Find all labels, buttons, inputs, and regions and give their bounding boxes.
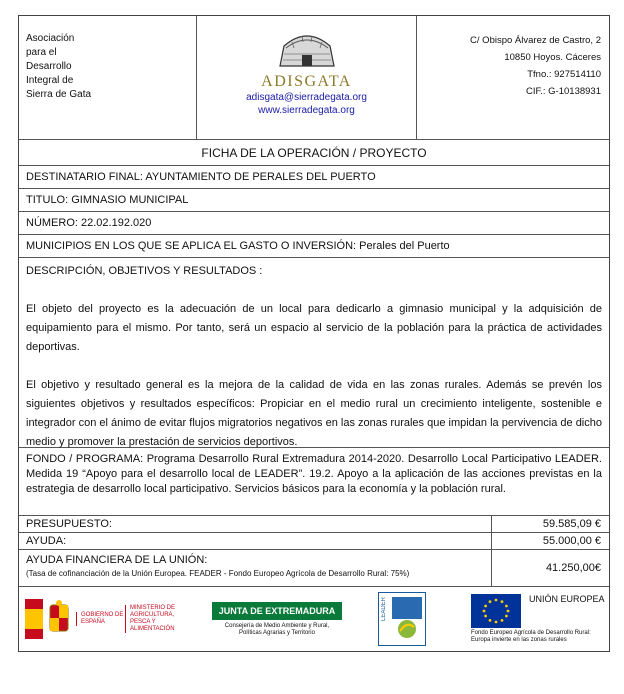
eu-aid-value: 41.250,00€ [491, 550, 609, 586]
fund-program: FONDO / PROGRAMA: Programa Desarrollo Rural Extremadura 2014-2020. Desarrollo Local Participativo LEADER. Medida 19 “Apoyo para el desarrollo local de LEADER”. 19.2. Apoyo a la aplicación de las acciones previstas en la estrategia de desarrollo local participativo. Servicios básicos para la economía y la población rural. [19, 448, 609, 516]
budget-row [19, 516, 609, 533]
email-link[interactable]: adisgata@sierradegata.org [246, 92, 367, 103]
org-line: para el [26, 47, 57, 58]
objectives-paragraph: El objetivo y resultado general es la mejora de la calidad de vida en las zonas rurales. Además se prevén los siguientes objetivos y resultados específicos: Propiciar en el medio rural un crecimiento inteligente, sostenible e integrador con el ánimo de evitar flujos migratorios negativos en las zonas rurales que impidan la pervivencia de dicho medio y promover la prestación de servicios deportivos. [26, 379, 602, 448]
eu-aid-label: AYUDA FINANCIERA DE LA UNIÓN: [26, 554, 208, 566]
project-title: TITULO: GIMNASIO MUNICIPAL [19, 189, 609, 212]
tax-id: CIF.: G-10138931 [526, 86, 601, 97]
funding-logos [19, 587, 609, 651]
consejeria-name: Consejería de Medio Ambiente y Rural, Políticas Agrarias y Territorio [224, 622, 330, 636]
project-number: NÚMERO: 22.02.192.020 [19, 212, 609, 235]
leader-logo [347, 587, 457, 651]
address-block [417, 16, 609, 139]
beneficiary: DESTINATARIO FINAL: AYUNTAMIENTO DE PERALES DEL PUERTO [19, 166, 609, 189]
description-section [19, 258, 609, 448]
eu-aid-row [19, 550, 609, 587]
eu-flag-icon [471, 594, 521, 628]
address-line: 10850 Hoyos. Cáceres [504, 52, 601, 63]
org-line: Integral de [26, 75, 74, 86]
coat-of-arms-icon [46, 599, 72, 639]
leaf-icon [392, 597, 422, 641]
municipalities: MUNICIPIOS EN LOS QUE SE APLICA EL GASTO O INVERSIÓN: Perales del Puerto [19, 235, 609, 258]
junta-name: JUNTA DE EXTREMADURA [212, 602, 343, 620]
aid-row [19, 533, 609, 550]
sheet-title: FICHA DE LA OPERACIÓN / PROYECTO [19, 140, 609, 166]
leader-text: LEADER [381, 597, 387, 622]
eu-name: UNIÓN EUROPEA [529, 594, 605, 604]
budget-value: 59.585,09 € [491, 516, 609, 532]
spain-government-logo [19, 587, 207, 651]
feader-note: Fondo Europeo Agrícola de Desarrollo Rural: Europa invierte en las zonas rurales [471, 630, 591, 643]
eu-aid-label-block [19, 550, 491, 586]
org-line: Asociación [26, 33, 75, 44]
government-name: GOBIERNO DE ESPAÑA [76, 612, 125, 626]
org-line: Desarrollo [26, 61, 72, 72]
aid-value: 55.000,00 € [491, 533, 609, 549]
leader-box [378, 592, 426, 646]
phone: Tfno.: 927514110 [527, 69, 601, 80]
org-line: Sierra de Gata [26, 89, 92, 100]
budget-label: PRESUPUESTO: [26, 518, 112, 530]
ministry-name: MINISTERIO DE AGRICULTURA, PESCA Y ALIMENTACIÓN [125, 605, 192, 633]
junta-extremadura-logo [207, 587, 347, 651]
hut-logo-icon [272, 28, 342, 68]
aid-label: AYUDA: [26, 535, 67, 547]
eu-logo [457, 587, 609, 651]
org-name [19, 16, 196, 139]
spain-flag-icon [25, 599, 43, 639]
adisgata-logo-block [196, 16, 417, 139]
eu-cofinancing-note: (Tasa de cofinanciación de la Unión Europea. FEADER - Fondo Europeo Agrícola de Desarrollo Rural: 75%) [26, 569, 410, 578]
header [19, 16, 609, 140]
description-heading: DESCRIPCIÓN, OBJETIVOS Y RESULTADOS : [26, 265, 263, 277]
operation-sheet [18, 15, 610, 652]
description-paragraph: El objeto del proyecto es la adecuación de un local para dedicarlo a gimnasio municipal y la adquisición de equipamiento para el mismo. Por tanto, será un espacio al servicio de la población para la práctica de actividades deportivas. [26, 303, 602, 353]
address-line: C/ Obispo Álvarez de Castro, 2 [470, 35, 601, 46]
website-link[interactable]: www.sierradegata.org [258, 105, 355, 116]
brand-name: ADISGATA [261, 73, 352, 90]
